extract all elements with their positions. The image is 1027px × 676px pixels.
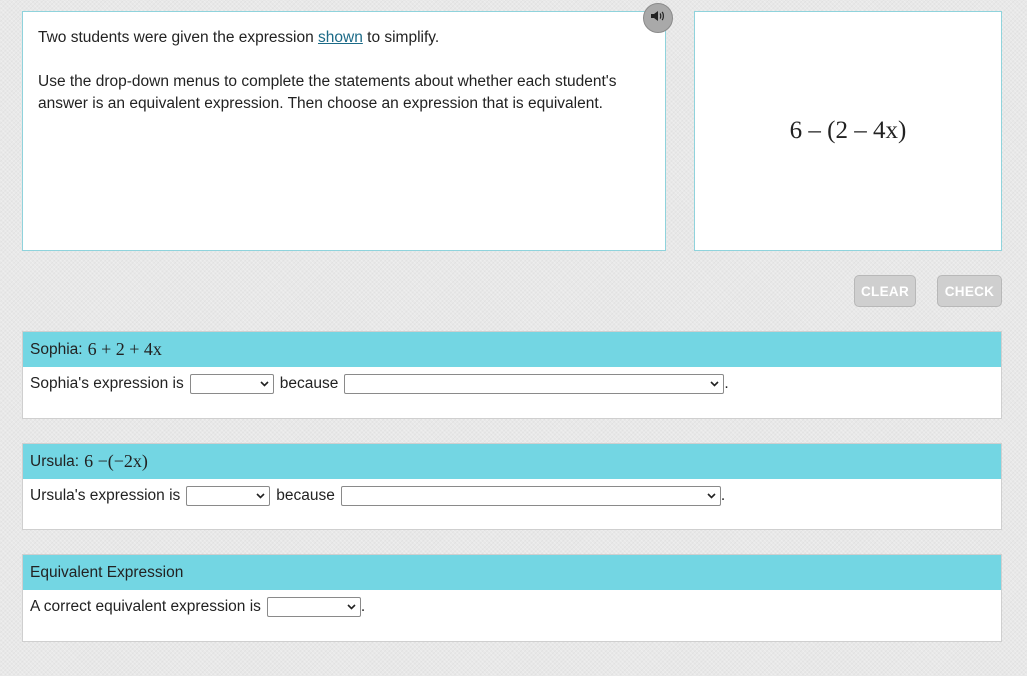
prompt-text-before: Two students were given the expression — [38, 29, 319, 46]
equivalent-period: . — [360, 598, 366, 615]
ursula-because-label: because — [276, 487, 335, 504]
check-button[interactable]: CHECK — [937, 275, 1002, 307]
prompt-text-after: to simplify. — [362, 29, 440, 46]
prompt-line-2: Use the drop-down menus to complete the statements about whether each student's answer is an equivalent expression. Then choose an expression that is equivalent. — [38, 73, 617, 112]
shown-link[interactable]: shown — [318, 29, 363, 46]
equivalent-card — [22, 554, 1002, 642]
sophia-statement-start: Sophia's expression is — [30, 375, 184, 392]
chevron-down-icon — [347, 604, 356, 610]
sophia-reason-select[interactable] — [344, 374, 724, 394]
ursula-header — [23, 444, 1001, 479]
expression-panel — [694, 11, 1002, 251]
prompt-line-1 — [38, 27, 650, 49]
ursula-expression: 6 −(−2x) — [84, 451, 148, 471]
equivalent-statement-start: A correct equivalent expression is — [30, 598, 261, 615]
ursula-reason-select[interactable] — [341, 486, 721, 506]
sophia-equivalence-select[interactable] — [190, 374, 274, 394]
sophia-because-label: because — [279, 375, 339, 392]
sophia-card — [22, 331, 1002, 419]
chevron-down-icon — [707, 493, 716, 499]
ursula-card — [22, 443, 1002, 530]
chevron-down-icon — [710, 381, 719, 387]
equivalent-header — [23, 555, 1001, 590]
sophia-header-label: Sophia: — [30, 340, 83, 358]
chevron-down-icon — [256, 493, 265, 499]
prompt-panel — [22, 11, 666, 251]
audio-button[interactable] — [643, 3, 673, 33]
sophia-header — [23, 332, 1001, 367]
equivalent-statement — [23, 590, 1001, 624]
ursula-period: . — [720, 487, 726, 504]
sophia-period: . — [724, 375, 729, 392]
equivalent-header-label: Equivalent Expression — [30, 563, 184, 581]
ursula-header-label: Ursula: — [30, 452, 80, 470]
ursula-statement — [23, 479, 1001, 513]
ursula-equivalence-select[interactable] — [186, 486, 270, 506]
sophia-expression: 6 + 2 + 4x — [87, 339, 162, 359]
given-expression: 6 – (2 – 4x) — [789, 117, 907, 144]
chevron-down-icon — [260, 381, 269, 387]
clear-button[interactable]: CLEAR — [854, 275, 916, 307]
ursula-statement-start: Ursula's expression is — [30, 487, 181, 504]
equivalent-expression-select[interactable] — [267, 597, 361, 617]
sophia-statement — [23, 367, 1001, 401]
speaker-icon — [650, 9, 666, 28]
